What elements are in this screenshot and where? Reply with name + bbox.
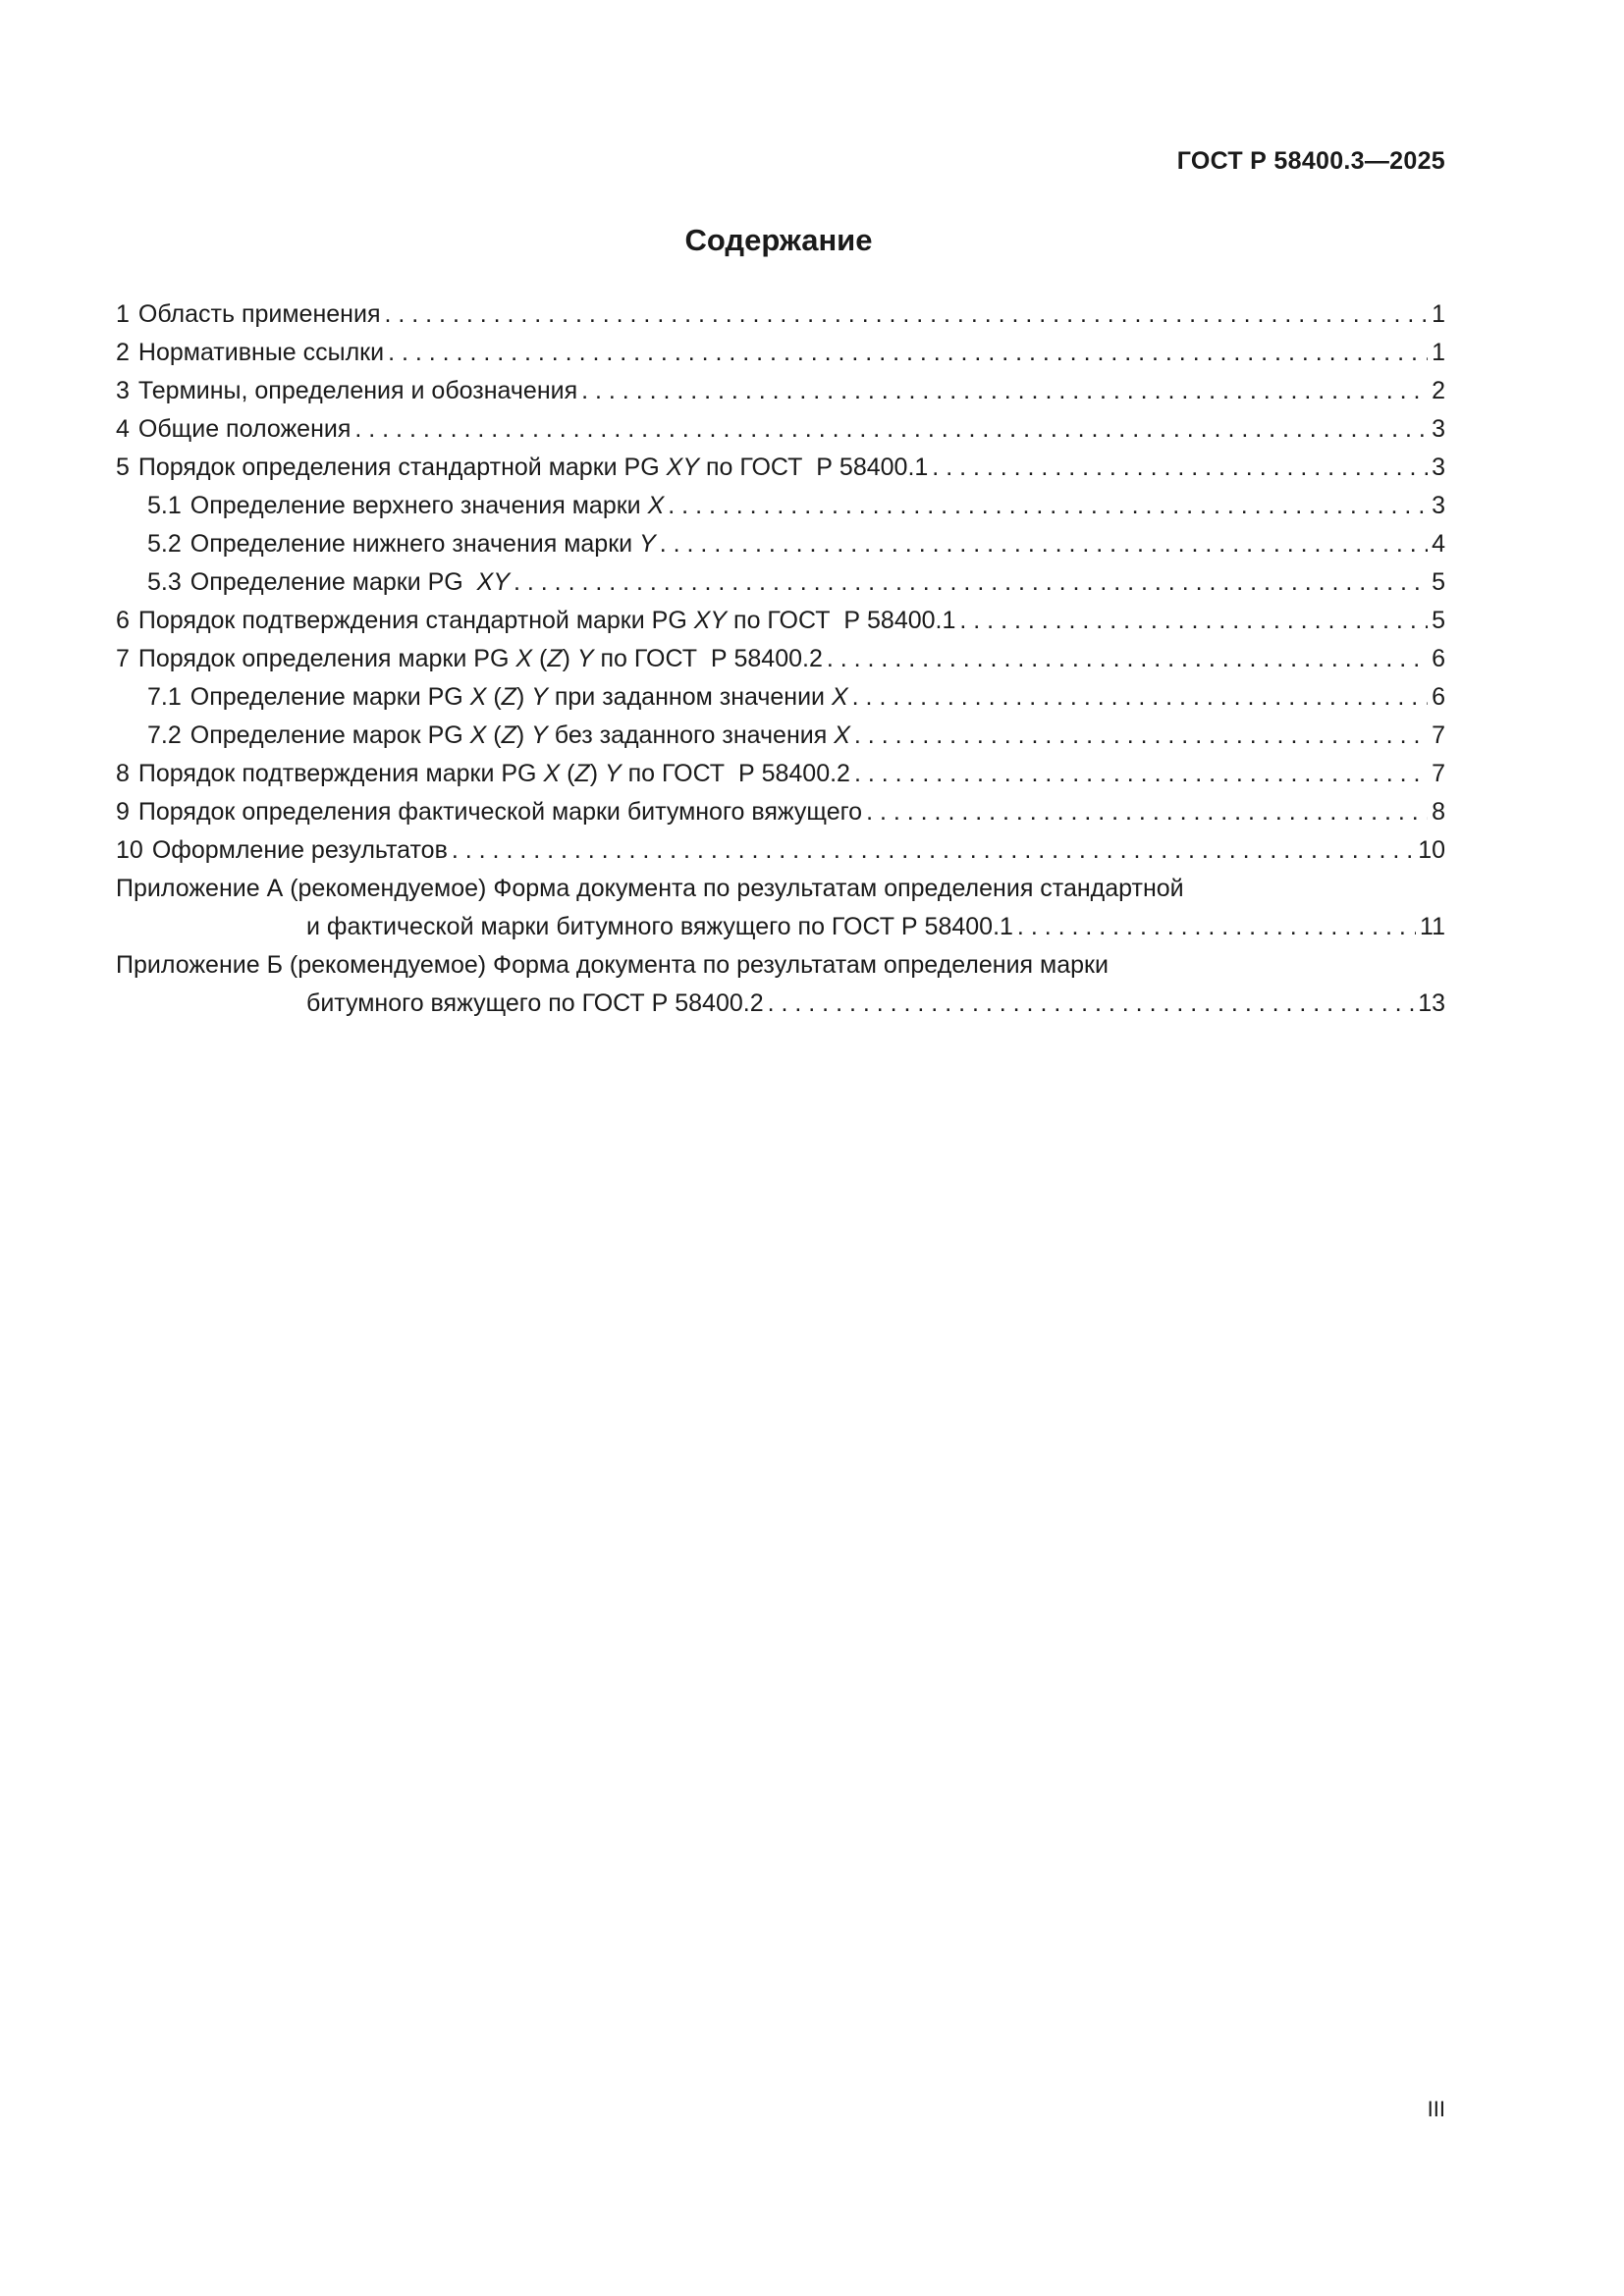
text-part: по ГОСТ Р 58400.1 (699, 454, 929, 481)
toc-entry-text (138, 645, 823, 673)
toc-entry-number: 3 (116, 377, 130, 404)
toc-entry-number: 9 (116, 798, 130, 826)
dot-leader (932, 454, 1428, 482)
toc-entry-page: 7 (1432, 721, 1445, 749)
toc-entry-7-1[interactable] (116, 673, 1445, 712)
text-part: Порядок подтверждения стандартной марки PG (137, 607, 694, 634)
toc-entry-page: 1 (1432, 339, 1445, 366)
toc-entry-5-3[interactable] (116, 559, 1445, 597)
toc-entry-9[interactable] (116, 788, 1445, 827)
toc-entry-text (190, 492, 665, 520)
dot-leader (1017, 913, 1416, 941)
text-part: ( (486, 721, 502, 749)
toc-entry-number: 5.3 (147, 568, 182, 596)
italic-symbol: Z (501, 721, 516, 749)
toc-entry-page: 2 (1432, 377, 1445, 404)
toc-entry-page: 3 (1432, 492, 1445, 519)
toc-entry-1[interactable] (116, 291, 1445, 329)
toc-entry-number: 5.1 (147, 492, 182, 519)
text-part: ( (532, 645, 548, 672)
italic-symbol: X (515, 645, 533, 672)
text-part: Определение марки PG (189, 568, 477, 596)
toc-entry-5-2[interactable] (116, 520, 1445, 559)
dot-leader (452, 836, 1414, 865)
toc-entry-text: Нормативные ссылки (137, 339, 385, 366)
toc-entry-text (138, 607, 955, 635)
toc-entry-text: Область применения (137, 300, 381, 328)
italic-symbol: Y (531, 683, 548, 711)
toc-entry-text: и фактической марки битумного вяжущего по ГОСТ Р 58400.1 (306, 913, 1013, 940)
dot-leader (852, 683, 1428, 712)
toc-entry-page: 3 (1432, 454, 1445, 481)
toc-entry-number: 6 (116, 607, 130, 634)
toc-entry-7[interactable] (116, 635, 1445, 673)
toc-entry-page: 3 (1432, 415, 1445, 443)
dot-leader (854, 760, 1428, 788)
toc-entry-page: 8 (1432, 798, 1445, 826)
toc-entry-page: 6 (1432, 645, 1445, 672)
toc-title: Содержание (684, 223, 873, 257)
text-part: при заданном значении (547, 683, 832, 711)
italic-symbol: X (834, 721, 850, 749)
toc-entry-6[interactable] (116, 597, 1445, 635)
text-part: Определение марки PG (189, 683, 470, 711)
toc-entry-page: 6 (1432, 683, 1445, 711)
toc-entry-text: битумного вяжущего по ГОСТ Р 58400.2 (306, 989, 764, 1017)
dot-leader (827, 645, 1428, 673)
toc-appendix-b-line2[interactable] (116, 980, 1445, 1018)
toc-entry-10[interactable] (116, 827, 1445, 865)
text-part: Определение нижнего значения марки (189, 530, 640, 558)
toc-appendix-a-line2[interactable] (116, 903, 1445, 941)
text-part: ) (589, 760, 605, 787)
dot-leader (854, 721, 1428, 750)
toc-entry-2[interactable] (116, 329, 1445, 367)
text-part: по ГОСТ Р 58400.2 (593, 645, 823, 672)
toc-entry-number: 2 (116, 339, 130, 366)
toc-entry-page: 13 (1418, 989, 1445, 1017)
dot-leader (660, 530, 1428, 559)
dot-leader (581, 377, 1428, 405)
italic-symbol: X (469, 683, 487, 711)
italic-symbol: X (647, 492, 665, 519)
toc-entry-text: Общие положения (137, 415, 352, 443)
italic-symbol: Y (531, 721, 548, 749)
text-part: ) (562, 645, 577, 672)
text-part: по ГОСТ Р 58400.2 (621, 760, 850, 787)
toc-entry-number: 1 (116, 300, 130, 328)
text-part: Определение верхнего значения марки (189, 492, 648, 519)
toc-entry-number: 7.1 (147, 683, 182, 711)
toc-entry-3[interactable] (116, 367, 1445, 405)
italic-symbol: X (831, 683, 848, 711)
toc-entry-page: 4 (1432, 530, 1445, 558)
italic-symbol: X (469, 721, 487, 749)
dot-leader (959, 607, 1428, 635)
italic-symbol: Z (547, 645, 563, 672)
toc-entry-page: 5 (1432, 607, 1445, 634)
dot-leader (768, 989, 1415, 1018)
toc-entry-text (138, 454, 928, 482)
dot-leader (384, 300, 1428, 329)
document-code: ГОСТ Р 58400.3—2025 (1176, 147, 1445, 175)
italic-symbol: Y (576, 645, 594, 672)
toc-entry-text: Оформление результатов (151, 836, 448, 864)
toc-entry-5[interactable] (116, 444, 1445, 482)
toc-entry-number: 7 (116, 645, 130, 672)
toc-appendix-a-line1[interactable] (116, 865, 1445, 903)
text-part: Определение марок PG (189, 721, 470, 749)
dot-leader (388, 339, 1428, 367)
dot-leader (866, 798, 1428, 827)
table-of-contents (116, 291, 1445, 1018)
toc-entry-text (190, 568, 510, 597)
toc-entry-text: Приложение А (рекомендуемое) Форма документа по результатам определения стандартной (116, 875, 1184, 902)
italic-symbol: X (543, 760, 561, 787)
text-part: ) (515, 683, 532, 711)
toc-appendix-b-line1[interactable] (116, 941, 1445, 980)
toc-entry-number: 4 (116, 415, 130, 443)
toc-entry-number: 8 (116, 760, 130, 787)
text-part: Порядок определения стандартной марки PG (137, 454, 667, 481)
italic-symbol: Y (604, 760, 622, 787)
toc-entry-text: Термины, определения и обозначения (137, 377, 578, 404)
toc-entry-page: 10 (1418, 836, 1445, 864)
italic-symbol: XY (693, 607, 728, 634)
toc-entry-7-2[interactable] (116, 712, 1445, 750)
dot-leader (354, 415, 1428, 444)
toc-entry-8[interactable] (116, 750, 1445, 788)
toc-entry-number: 7.2 (147, 721, 182, 749)
toc-entry-number: 5.2 (147, 530, 182, 558)
text-part: ) (515, 721, 532, 749)
toc-entry-text (190, 683, 848, 712)
toc-entry-5-1[interactable] (116, 482, 1445, 520)
toc-entry-page: 5 (1432, 568, 1445, 596)
text-part: Порядок подтверждения марки PG (137, 760, 544, 787)
toc-entry-text (190, 721, 850, 750)
italic-symbol: Z (501, 683, 516, 711)
text-part: ( (486, 683, 502, 711)
italic-symbol: XY (476, 568, 510, 596)
toc-entry-page: 1 (1432, 300, 1445, 328)
dot-leader (514, 568, 1428, 597)
italic-symbol: Z (574, 760, 590, 787)
toc-entry-text: Порядок определения фактической марки битумного вяжущего (137, 798, 863, 826)
toc-entry-text: Приложение Б (рекомендуемое) Форма документа по результатам определения марки (116, 951, 1109, 979)
toc-entry-text (138, 760, 850, 788)
toc-entry-text (190, 530, 656, 559)
toc-entry-number: 10 (116, 836, 143, 864)
text-part: без заданного значения (547, 721, 835, 749)
toc-entry-4[interactable] (116, 405, 1445, 444)
toc-entry-number: 5 (116, 454, 130, 481)
italic-symbol: Y (639, 530, 656, 558)
text-part: Порядок определения марки PG (137, 645, 516, 672)
dot-leader (668, 492, 1428, 520)
toc-entry-page: 7 (1432, 760, 1445, 787)
toc-entry-page: 11 (1420, 913, 1445, 940)
text-part: ( (560, 760, 575, 787)
text-part: по ГОСТ Р 58400.1 (727, 607, 956, 634)
italic-symbol: XY (666, 454, 699, 481)
page-folio: III (1427, 2097, 1445, 2121)
